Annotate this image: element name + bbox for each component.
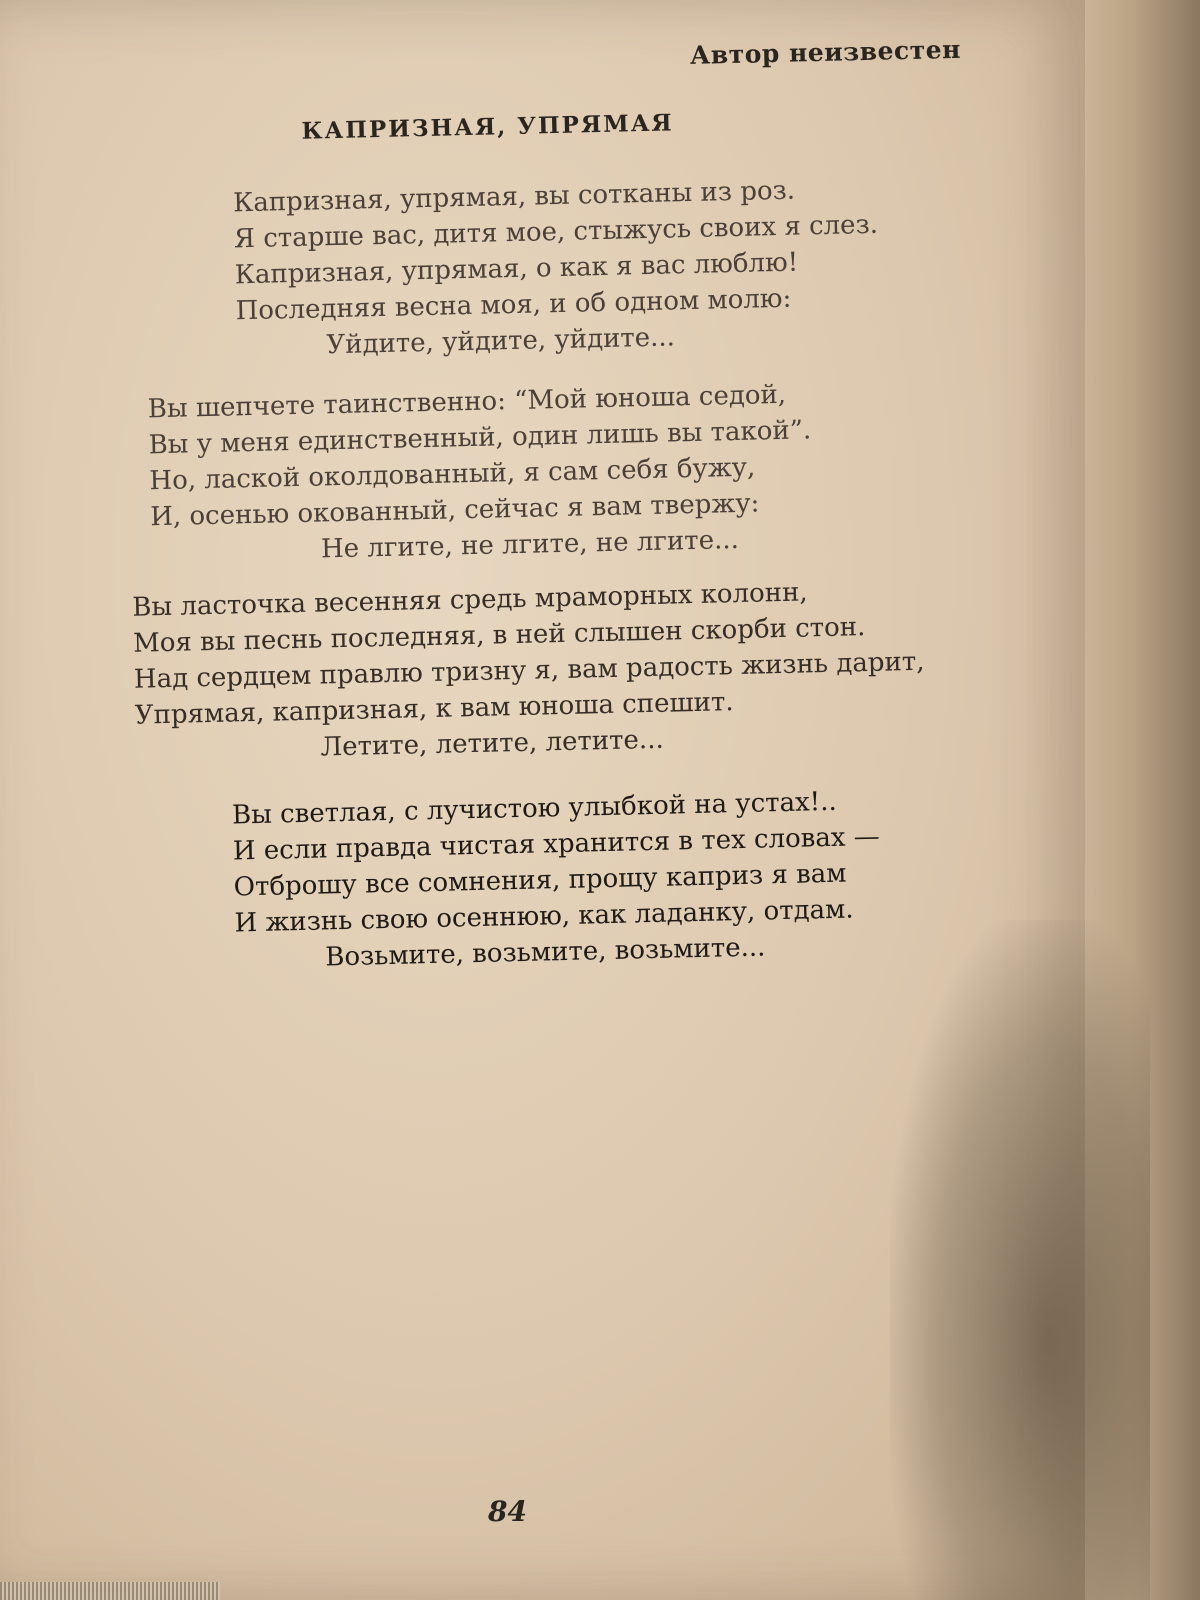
poem-line: И, осенью окованный, сейчас я вам твержу: bbox=[149, 488, 760, 533]
poem-line: Отброшу все сомнения, прощу каприз я вам bbox=[233, 858, 847, 903]
stanza-4 bbox=[232, 783, 883, 978]
poem-line: Капризная, упрямая, о как я вас люблю! bbox=[234, 247, 799, 291]
poem-line: И если правда чистая хранится в тех словах — bbox=[232, 821, 881, 867]
running-header-author: Автор неизвестен bbox=[689, 34, 962, 70]
poem-line: Вы ласточка весенняя средь мраморных колонн, bbox=[131, 577, 808, 623]
poem-refrain: Возьмите, возьмите, возьмите... bbox=[324, 932, 766, 973]
stanza-3 bbox=[132, 572, 927, 770]
poem-refrain: Не лгите, не лгите, не лгите... bbox=[320, 524, 740, 565]
poem-line: Вы шепчете таинственно: “Мой юноша седой, bbox=[147, 379, 787, 425]
poem-line: Вы у меня единственный, один лишь вы такой”. bbox=[148, 415, 812, 461]
poem-title: КАПРИЗНАЯ, УПРЯМАЯ bbox=[301, 109, 674, 145]
poem-line: Капризная, упрямая, вы сотканы из роз. bbox=[232, 175, 796, 219]
page-number: 84 bbox=[488, 1495, 527, 1528]
poem-line: Я старше вас, дитя мое, стыжусь своих я слез. bbox=[233, 209, 879, 255]
poem-refrain: Уйдите, уйдите, уйдите... bbox=[326, 322, 676, 361]
stanza-2 bbox=[147, 376, 814, 571]
poem-line: Вы светлая, с лучистою улыбкой на устах!.. bbox=[231, 786, 838, 831]
poem-line: Моя вы песнь последняя, в ней слышен скорби стон. bbox=[132, 612, 866, 659]
poem-refrain: Летите, летите, летите... bbox=[320, 724, 665, 763]
stanza-1 bbox=[233, 171, 881, 366]
poem-line: Упрямая, капризная, к вам юноша спешит. bbox=[134, 687, 734, 731]
poem-line: Последняя весна моя, и об одном молю: bbox=[235, 283, 792, 327]
poem-line: И жизнь свою осеннюю, как ладанку, отдам. bbox=[234, 894, 854, 939]
poem-line: Над сердцем правлю тризну я, вам радость жизнь дарит, bbox=[133, 646, 925, 695]
poem-line: Но, лаской околдованный, я сам себя бужу, bbox=[149, 452, 756, 497]
